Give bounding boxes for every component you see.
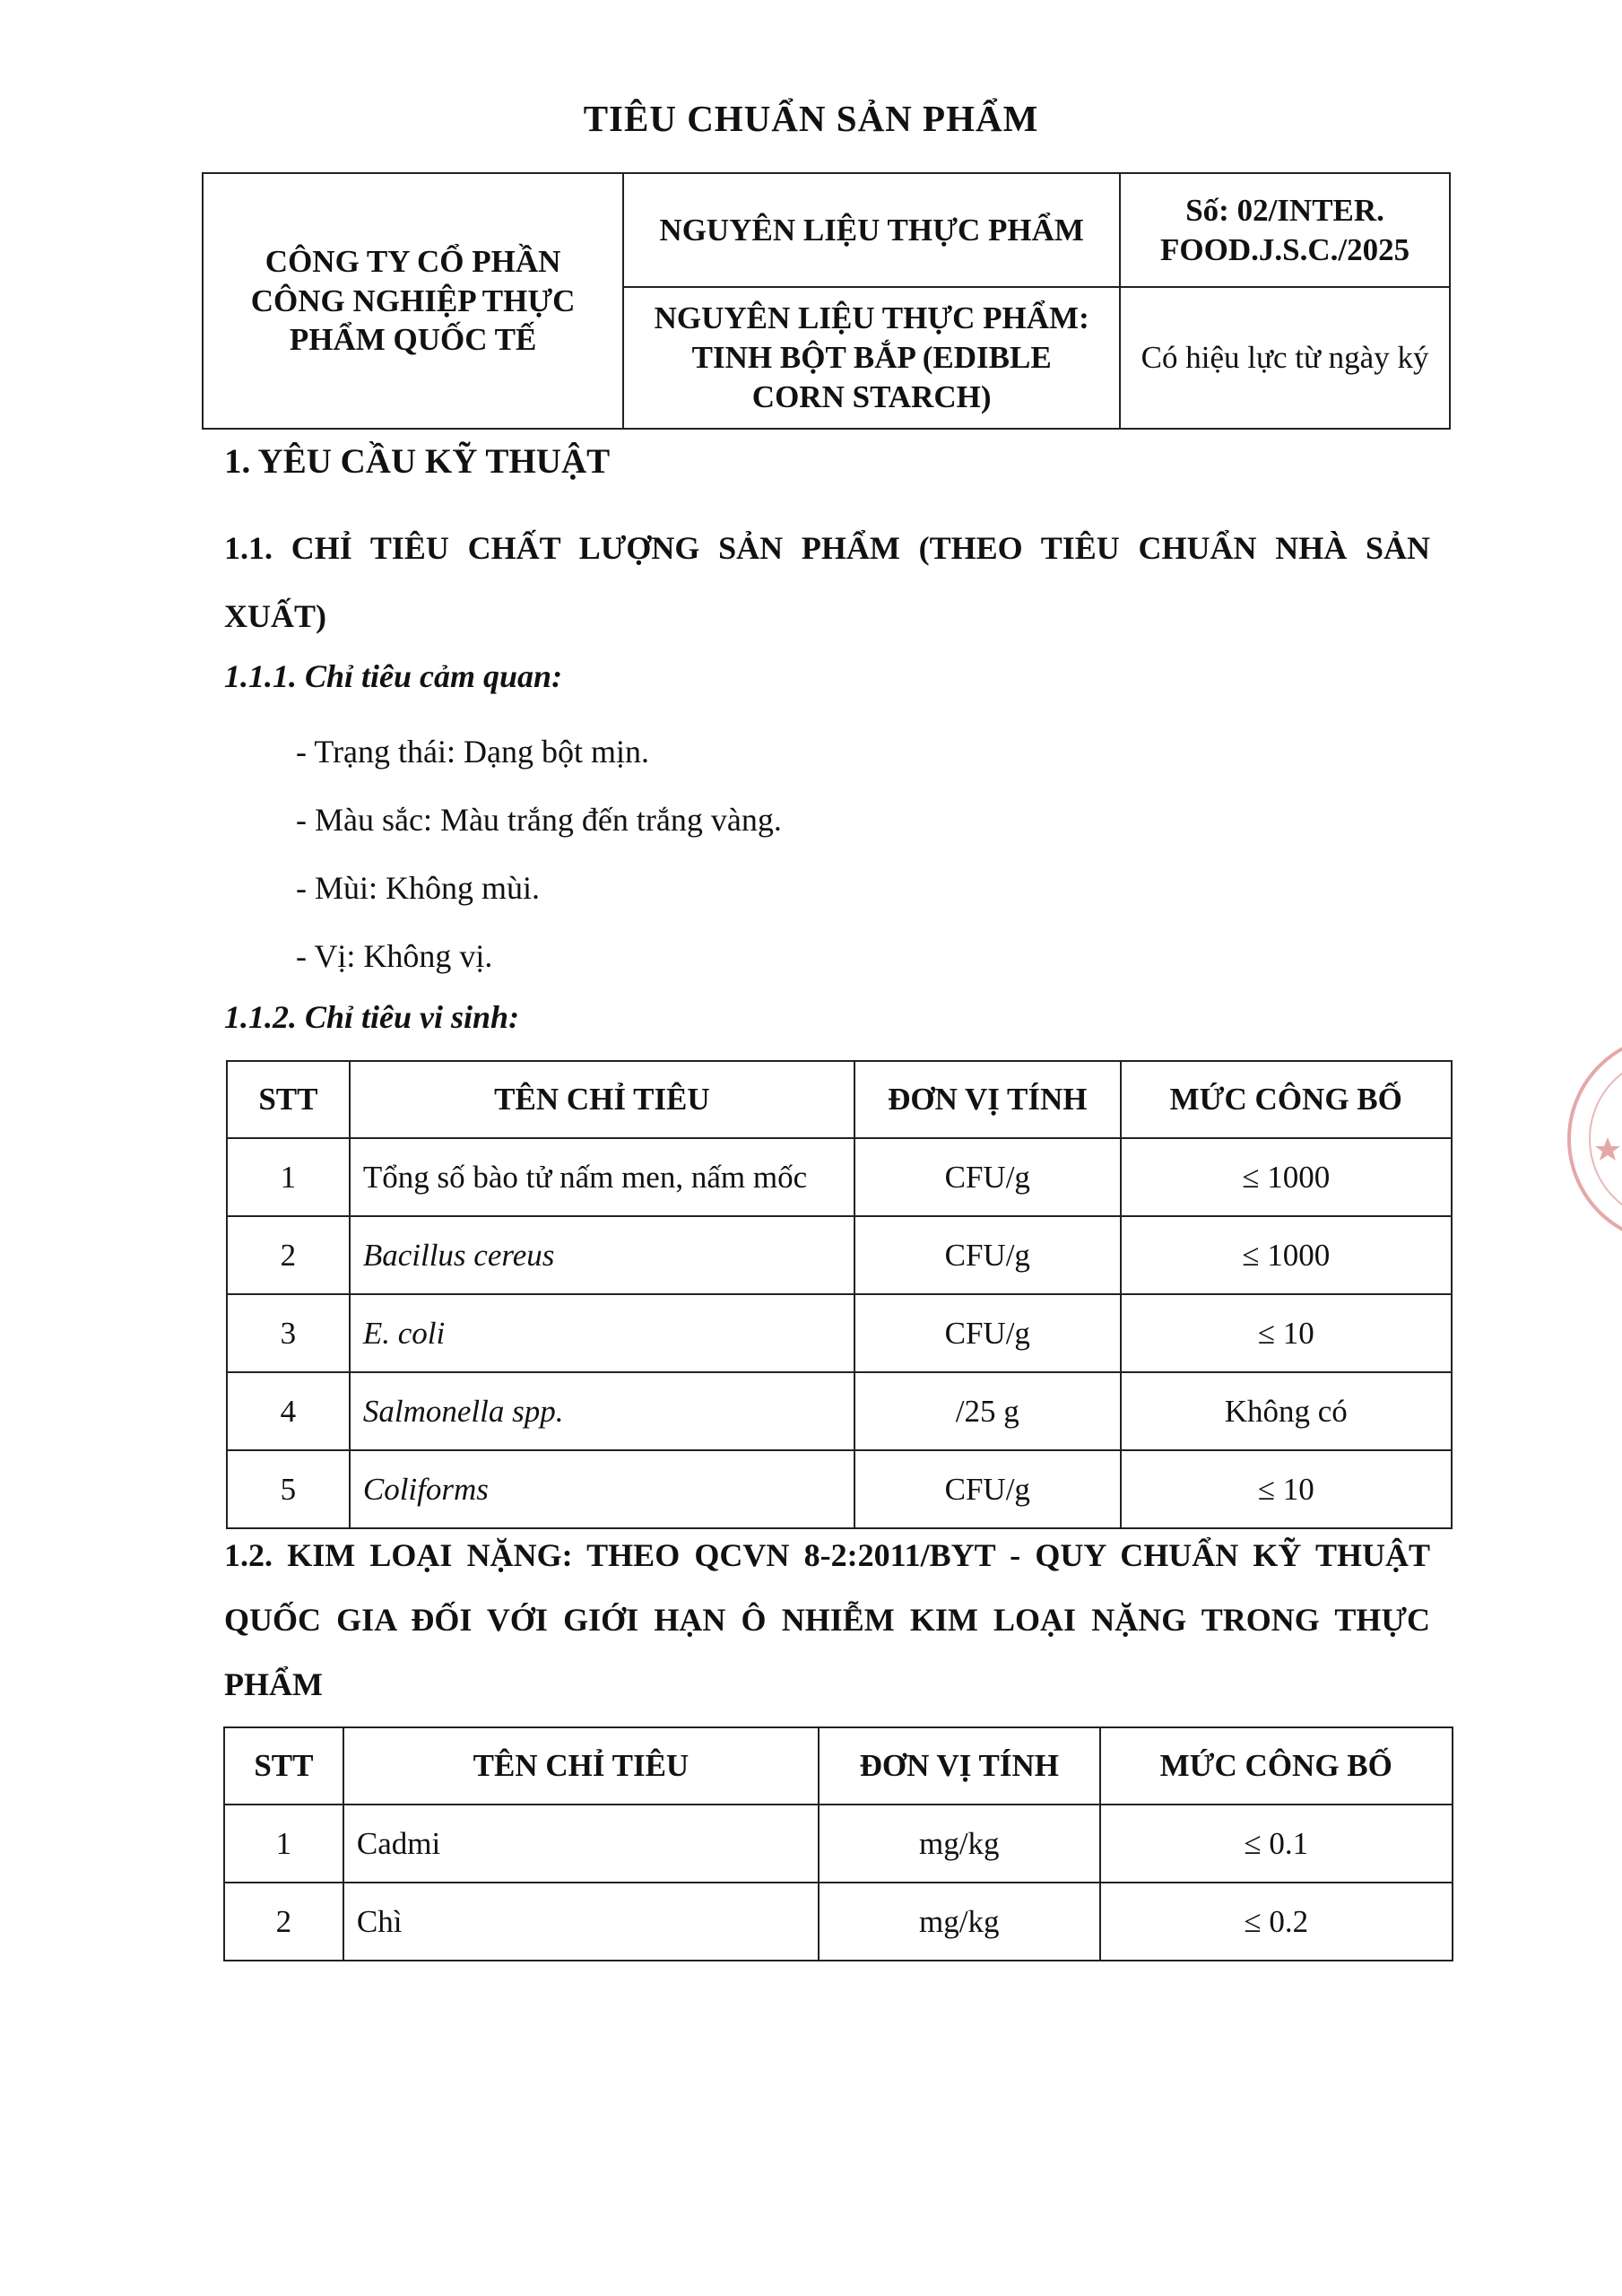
sensory-item: - Vị: Không vị.: [296, 938, 493, 974]
table-row: [227, 1372, 1452, 1450]
cell-level: ≤ 10: [1121, 1450, 1452, 1528]
product-category: NGUYÊN LIỆU THỰC PHẨM: [623, 173, 1120, 287]
cell-level: ≤ 10: [1121, 1294, 1452, 1372]
sensory-item: - Trạng thái: Dạng bột mịn.: [296, 734, 649, 770]
cell-stt: 2: [227, 1216, 350, 1294]
cell-stt: 1: [224, 1805, 343, 1883]
cell-name: Tổng số bào tử nấm men, nấm mốc: [350, 1138, 854, 1216]
cell-level: ≤ 0.2: [1100, 1883, 1453, 1961]
sensory-item: - Màu sắc: Màu trắng đến trắng vàng.: [296, 802, 782, 838]
section-1-1-heading: [224, 514, 1430, 650]
section-1-2-heading: [224, 1523, 1430, 1717]
cell-level: ≤ 1000: [1121, 1216, 1452, 1294]
section-1-2-line1: 1.2. KIM LOẠI NẶNG: THEO QCVN 8-2:2011/BYT - QUY CHUẨN KỸ THUẬT: [224, 1537, 1430, 1573]
sensory-list: [296, 718, 782, 990]
document-title: TIÊU CHUẨN SẢN PHẨM: [583, 98, 1039, 139]
cell-unit: /25 g: [854, 1372, 1121, 1450]
cell-name: Cadmi: [343, 1805, 819, 1883]
table-row: [227, 1138, 1452, 1216]
seal-star: [1595, 1137, 1620, 1161]
cell-unit: mg/kg: [819, 1883, 1100, 1961]
column-header-name: TÊN CHỈ TIÊU: [350, 1061, 854, 1138]
seal-inner-ring: [1590, 1057, 1622, 1222]
header-table: [202, 172, 1451, 430]
cell-unit: CFU/g: [854, 1216, 1121, 1294]
table-row: [224, 1883, 1453, 1961]
section-1-heading: 1. YÊU CẦU KỸ THUẬT: [224, 442, 611, 481]
cell-name: E. coli: [350, 1294, 854, 1372]
cell-stt: 5: [227, 1450, 350, 1528]
cell-unit: CFU/g: [854, 1450, 1121, 1528]
cell-unit: mg/kg: [819, 1805, 1100, 1883]
cell-name: Chì: [343, 1883, 819, 1961]
column-header-level: MỨC CÔNG BỐ: [1121, 1061, 1452, 1138]
section-1-1-line1: 1.1. CHỈ TIÊU CHẤT LƯỢNG SẢN PHẨM (THEO TIÊU CHUẨN NHÀ SẢN: [224, 530, 1430, 566]
section-1-1-line2: XUẤT): [224, 598, 326, 634]
microbiological-table: [226, 1060, 1453, 1529]
column-header-name: TÊN CHỈ TIÊU: [343, 1727, 819, 1805]
cell-level: Không có: [1121, 1372, 1452, 1450]
cell-name: Salmonella spp.: [350, 1372, 854, 1450]
section-1-2-line2: QUỐC GIA ĐỐI VỚI GIỚI HẠN Ô NHIỄM KIM LOẠI NẶNG TRONG THỰC: [224, 1602, 1430, 1638]
section-1-2-line3: PHẨM: [224, 1666, 323, 1702]
document-number: Số: 02/INTER. FOOD.J.S.C./2025: [1120, 173, 1450, 287]
cell-stt: 4: [227, 1372, 350, 1450]
seal-outer-ring: [1569, 1036, 1622, 1242]
section-1-1-1-heading: 1.1.1. Chỉ tiêu cảm quan:: [224, 658, 563, 694]
cell-unit: CFU/g: [854, 1138, 1121, 1216]
column-header-stt: STT: [224, 1727, 343, 1805]
cell-level: ≤ 1000: [1121, 1138, 1452, 1216]
cell-stt: 3: [227, 1294, 350, 1372]
validity-text: Có hiệu lực từ ngày ký: [1120, 287, 1450, 429]
table-row: [224, 1805, 1453, 1883]
company-seal-icon: [1565, 1004, 1622, 1274]
table-row: [227, 1294, 1452, 1372]
column-header-unit: ĐƠN VỊ TÍNH: [819, 1727, 1100, 1805]
cell-name: Coliforms: [350, 1450, 854, 1528]
heavy-metal-table: [223, 1726, 1453, 1961]
cell-name: Bacillus cereus: [350, 1216, 854, 1294]
cell-level: ≤ 0.1: [1100, 1805, 1453, 1883]
cell-stt: 2: [224, 1883, 343, 1961]
sensory-item: - Mùi: Không mùi.: [296, 870, 541, 906]
product-name: NGUYÊN LIỆU THỰC PHẨM: TINH BỘT BẮP (EDIBLE CORN STARCH): [623, 287, 1120, 429]
table-row: [227, 1216, 1452, 1294]
cell-stt: 1: [227, 1138, 350, 1216]
cell-unit: CFU/g: [854, 1294, 1121, 1372]
column-header-stt: STT: [227, 1061, 350, 1138]
table-row: [227, 1450, 1452, 1528]
column-header-level: MỨC CÔNG BỐ: [1100, 1727, 1453, 1805]
company-name: CÔNG TY CỔ PHẦN CÔNG NGHIỆP THỰC PHẨM QUỐC TẾ: [203, 173, 623, 429]
section-1-1-2-heading: 1.1.2. Chỉ tiêu vi sinh:: [224, 999, 520, 1035]
column-header-unit: ĐƠN VỊ TÍNH: [854, 1061, 1121, 1138]
